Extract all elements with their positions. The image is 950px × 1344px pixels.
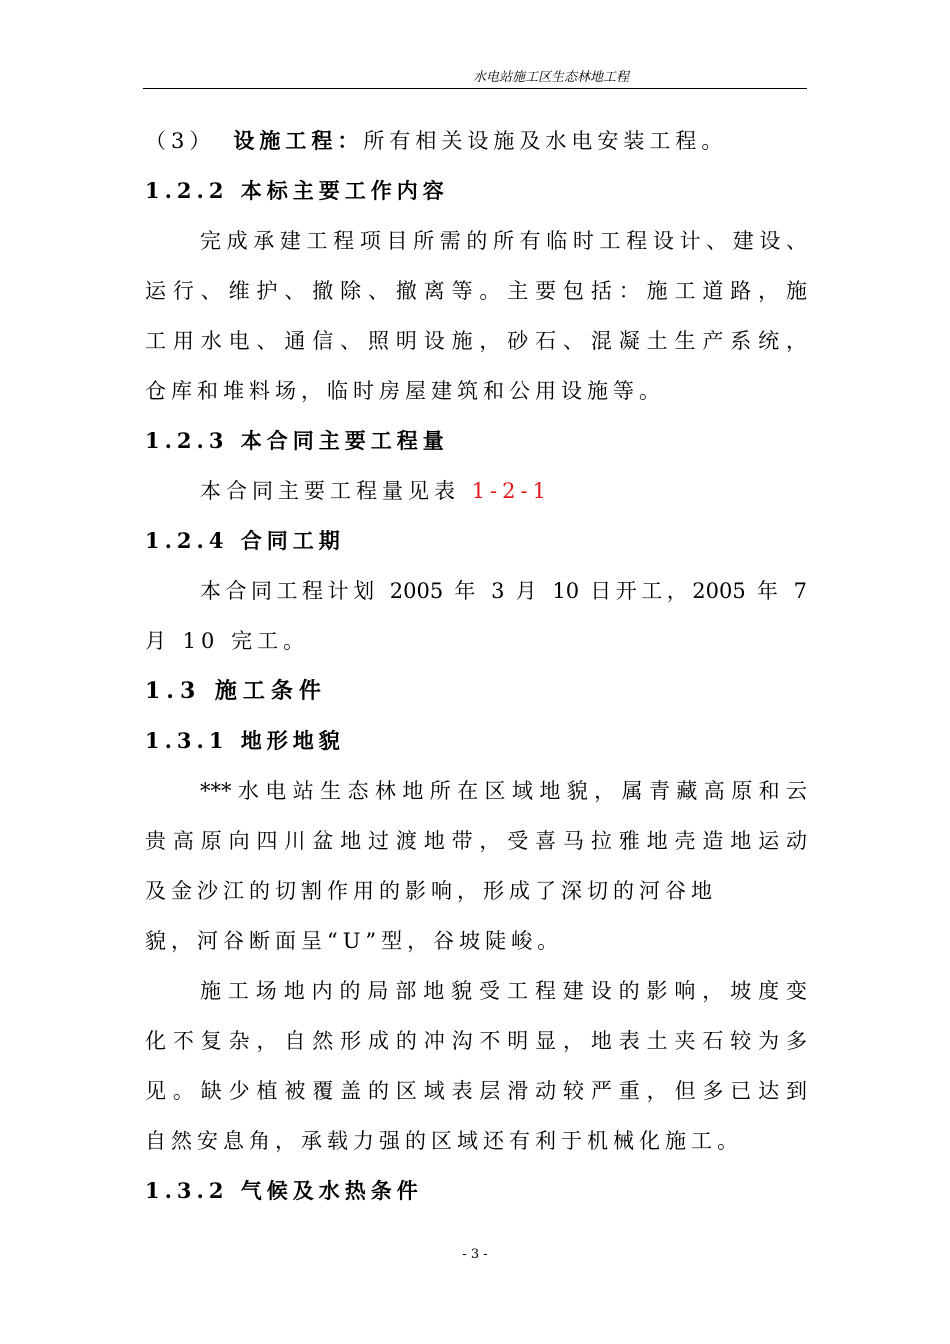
paragraph-line: 工用水电、通信、照明设施，砂石、混凝土生产系统， [145,329,807,353]
paragraph-line: 完成承建工程项目所需的所有临时工程设计、建设、 [200,229,807,253]
item-3-line [145,116,807,166]
paragraph-line: 及金沙江的切割作用的影响，形成了深切的河谷地 [145,879,717,903]
heading-1-2-3: 1.2.3 本合同主要工程量 [145,428,449,453]
paragraph-text: 本合同主要工程量见表 [200,479,460,503]
header-title: 水电站施工区生态林地工程 [472,70,629,85]
paragraph-line: 本合同工程计划 2005 年 3 月 10 日开工，2005 年 7 [200,579,807,603]
heading-1-3: 1.3 施工条件 [145,678,327,704]
page-number: - 3 - [462,1247,488,1262]
heading-1-2-2: 1.2.2 本标主要工作内容 [145,178,449,203]
table-reference: 1-2-1 [471,479,551,503]
paragraph-line: 自然安息角，承载力强的区域还有利于机械化施工。 [145,1129,743,1153]
paragraph-line: 贵高原向四川盆地过渡地带，受喜马拉雅地壳造地运动 [145,829,807,853]
paragraph-line: 仓库和堆料场，临时房屋建筑和公用设施等。 [145,379,665,403]
heading-1-3-2: 1.3.2 气候及水热条件 [145,1178,423,1203]
heading-1-3-1: 1.3.1 地形地貌 [145,728,345,753]
paragraph-line: ***水电站生态林地所在区域地貌，属青藏高原和云 [200,779,807,803]
item-number: （3） [145,129,216,153]
paragraph-line: 月 10 完工。 [145,629,310,653]
paragraph-line: 见。缺少植被覆盖的区域表层滑动较严重，但多已达到 [145,1079,807,1103]
heading-1-2-4: 1.2.4 合同工期 [145,528,345,553]
paragraph-line: 貌，河谷断面呈“U”型，谷坡陡峻。 [145,929,564,953]
paragraph-line: 化不复杂，自然形成的冲沟不明显，地表土夹石较为多 [145,1029,807,1053]
item-text: 所有相关设施及水电安装工程。 [363,129,728,153]
paragraph-line [200,466,807,516]
paragraph-line: 运行、维护、撤除、撤离等。主要包括：施工道路，施 [145,279,807,303]
item-bold-label: 设施工程： [233,128,364,153]
page-header [143,64,807,89]
paragraph-line: 施工场地内的局部地貌受工程建设的影响，坡度变 [200,979,807,1003]
